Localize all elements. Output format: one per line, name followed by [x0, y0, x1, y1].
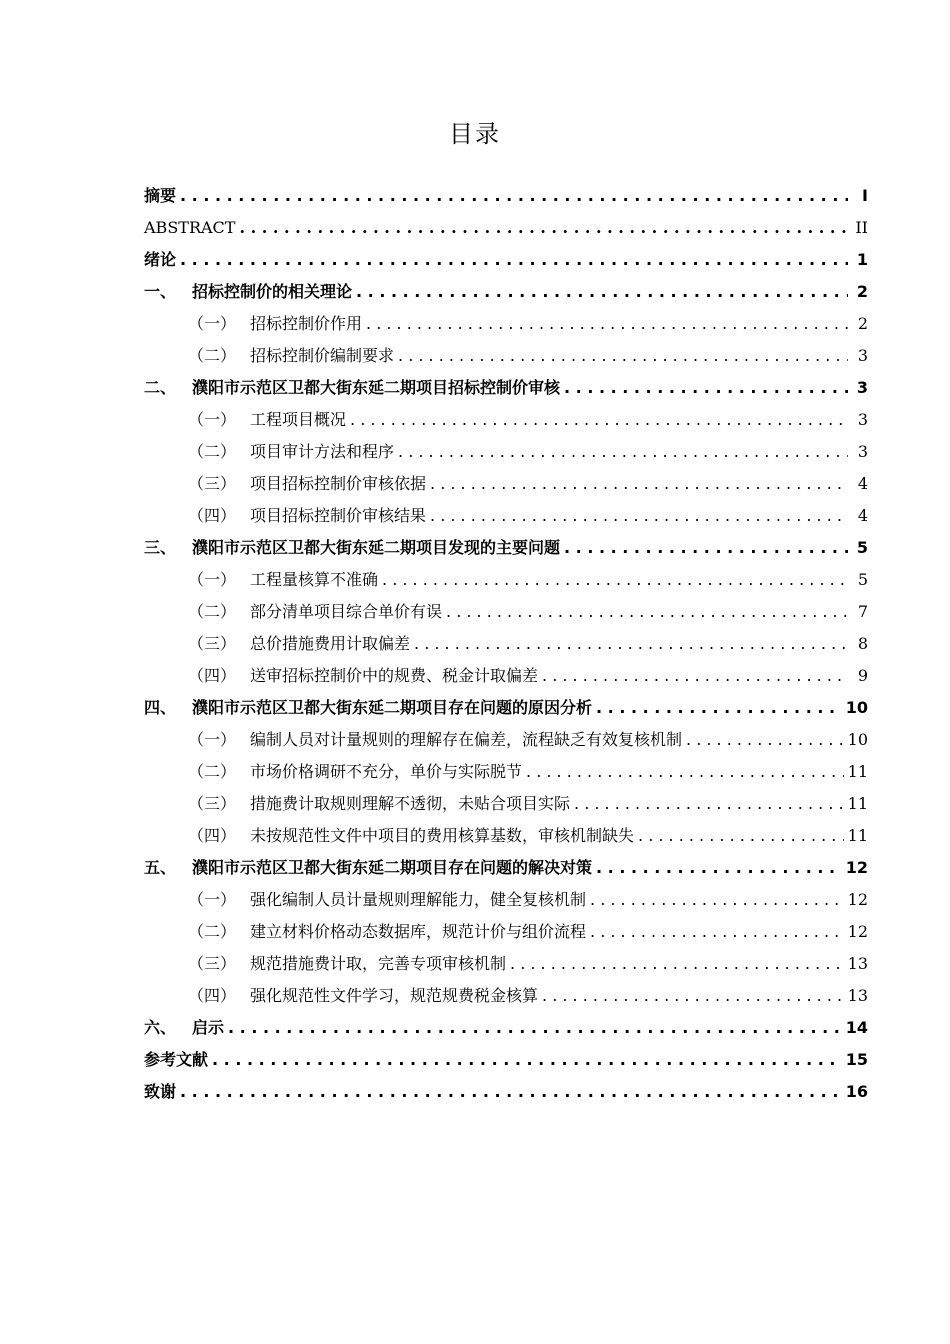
toc-entry-page: 5 [857, 570, 868, 589]
dot-leader [382, 564, 848, 596]
toc-entry-section-5-2[interactable] [144, 916, 868, 948]
toc-entry-acknowledgements[interactable] [144, 1076, 868, 1108]
toc-entry-number: 五、 [144, 858, 177, 877]
toc-entry-page: 2 [856, 282, 868, 301]
toc-entry-number: 一、 [144, 282, 177, 301]
toc-entry-chapter-6[interactable] [144, 1012, 868, 1044]
toc-entry-section-4-3[interactable] [144, 788, 868, 820]
toc-entry-number: （二） [188, 602, 237, 621]
dot-leader [356, 276, 848, 308]
toc-entry-number: （一） [188, 314, 237, 333]
toc-entry-page: 3 [857, 346, 868, 365]
dot-leader [366, 308, 848, 340]
dot-leader [596, 692, 842, 724]
toc-entry-text: 工程量核算不准确 [250, 570, 379, 589]
toc-entry-text: 未按规范性文件中项目的费用核算基数，审核机制缺失 [250, 826, 635, 845]
toc-entry-page: 13 [847, 954, 868, 973]
toc-entry-text: 建立材料价格动态数据库，规范计价与组价流程 [250, 922, 587, 941]
toc-entry-page: 2 [857, 314, 868, 333]
dot-leader [180, 244, 848, 276]
toc-entry-number: （三） [188, 634, 237, 653]
toc-entry-text: ABSTRACT [144, 218, 236, 237]
dot-leader [686, 724, 844, 756]
toc-entry-page: 10 [847, 730, 868, 749]
toc-entry-text: 部分清单项目综合单价有误 [250, 602, 443, 621]
toc-entry-text: 摘要 [144, 186, 177, 205]
toc-entry-section-5-1[interactable] [144, 884, 868, 916]
toc-entry-page: 4 [857, 506, 868, 525]
dot-leader [542, 660, 848, 692]
toc-entry-number: 四、 [144, 698, 177, 717]
toc-entry-number: （四） [188, 826, 237, 845]
dot-leader [398, 340, 848, 372]
toc-entry-page: 11 [847, 826, 868, 845]
toc-entry-text: 招标控制价编制要求 [250, 346, 395, 365]
toc-entry-page: 1 [856, 250, 868, 269]
dot-leader [180, 1076, 842, 1108]
toc-entry-page: 7 [857, 602, 868, 621]
toc-entry-text: 强化编制人员计量规则理解能力，健全复核机制 [250, 890, 587, 909]
toc-entry-number: 三、 [144, 538, 177, 557]
toc-entry-number: （三） [188, 794, 237, 813]
toc-entry-section-4-1[interactable] [144, 724, 868, 756]
toc-entry-page: 11 [847, 794, 868, 813]
toc-entry-text: 濮阳市示范区卫都大街东延二期项目存在问题的解决对策 [192, 858, 593, 877]
toc-entry-page: 12 [845, 858, 868, 877]
toc-entry-text: 规范措施费计取，完善专项审核机制 [250, 954, 507, 973]
dot-leader [574, 788, 844, 820]
toc-entry-text: 项目招标控制价审核依据 [250, 474, 427, 493]
dot-leader [446, 596, 848, 628]
toc-entry-text: 强化规范性文件学习，规范规费税金核算 [250, 986, 539, 1005]
toc-entry-section-2-1[interactable] [144, 404, 868, 436]
toc-entry-chapter-5[interactable] [144, 852, 868, 884]
toc-entry-page: 13 [847, 986, 868, 1005]
toc-entry-text: 市场价格调研不充分，单价与实际脱节 [250, 762, 523, 781]
toc-entry-abstract-cn[interactable] [144, 180, 868, 212]
toc-entry-text: 启示 [192, 1018, 225, 1037]
toc-entry-chapter-3[interactable] [144, 532, 868, 564]
toc-entry-number: （三） [188, 954, 237, 973]
toc-title: 目录 [449, 120, 501, 148]
toc-entry-page: 3 [857, 410, 868, 429]
toc-entry-page: 8 [857, 634, 868, 653]
toc-entry-section-3-1[interactable] [144, 564, 868, 596]
toc-entry-section-4-4[interactable] [144, 820, 868, 852]
toc-entry-section-2-3[interactable] [144, 468, 868, 500]
toc-entry-page: 16 [845, 1082, 868, 1101]
toc-entry-number: （四） [188, 666, 237, 685]
toc-entry-chapter-1[interactable] [144, 276, 868, 308]
toc-entry-references[interactable] [144, 1044, 868, 1076]
dot-leader [564, 532, 848, 564]
toc-entry-text: 编制人员对计量规则的理解存在偏差，流程缺乏有效复核机制 [250, 730, 683, 749]
toc-entry-number: （四） [188, 986, 237, 1005]
toc-entry-number: （一） [188, 890, 237, 909]
toc-entry-number: （一） [188, 730, 237, 749]
toc-entry-page: 4 [857, 474, 868, 493]
toc-entry-text: 总价措施费用计取偏差 [250, 634, 411, 653]
toc-entry-page: 3 [857, 442, 868, 461]
toc-entry-chapter-2[interactable] [144, 372, 868, 404]
toc-entry-number: （三） [188, 474, 237, 493]
toc-entry-chapter-4[interactable] [144, 692, 868, 724]
toc-entry-page: 12 [847, 922, 868, 941]
toc-entry-text: 送审招标控制价中的规费、税金计取偏差 [250, 666, 539, 685]
toc-entry-number: （二） [188, 762, 237, 781]
toc-entry-section-1-1[interactable] [144, 308, 868, 340]
toc-entry-number: （二） [188, 346, 237, 365]
dot-leader [596, 852, 842, 884]
toc-entry-page: 14 [845, 1018, 868, 1037]
dot-leader [180, 180, 848, 212]
toc-entry-abstract-en[interactable] [144, 212, 868, 244]
toc-entry-section-5-4[interactable] [144, 980, 868, 1012]
dot-leader [526, 756, 844, 788]
toc-entry-number: （二） [188, 922, 237, 941]
toc-entry-text: 濮阳市示范区卫都大街东延二期项目发现的主要问题 [192, 538, 561, 557]
dot-leader [228, 1012, 842, 1044]
toc-entry-section-2-2[interactable] [144, 436, 868, 468]
toc-entry-page: 15 [845, 1050, 868, 1069]
toc-entry-text: 项目审计方法和程序 [250, 442, 395, 461]
dot-leader [398, 436, 848, 468]
toc-entry-section-3-2[interactable] [144, 596, 868, 628]
toc-entry-section-4-2[interactable] [144, 756, 868, 788]
toc-entry-section-3-3[interactable] [144, 628, 868, 660]
toc-entry-page: 9 [857, 666, 868, 685]
dot-leader [590, 884, 844, 916]
toc-entry-text: 参考文献 [144, 1050, 209, 1069]
toc-entry-number: （四） [188, 506, 237, 525]
toc-entry-text: 濮阳市示范区卫都大街东延二期项目存在问题的原因分析 [192, 698, 593, 717]
toc-entry-text: 濮阳市示范区卫都大街东延二期项目招标控制价审核 [192, 378, 561, 397]
toc-entry-page: 11 [847, 762, 868, 781]
dot-leader [212, 1044, 842, 1076]
toc-entry-number: 二、 [144, 378, 177, 397]
dot-leader [510, 948, 844, 980]
toc-entry-number: （一） [188, 570, 237, 589]
dot-leader [590, 916, 844, 948]
toc-entry-text: 绪论 [144, 250, 177, 269]
toc-entry-section-1-2[interactable] [144, 340, 868, 372]
dot-leader [414, 628, 848, 660]
toc-entry-introduction[interactable] [144, 244, 868, 276]
toc-entry-text: 项目招标控制价审核结果 [250, 506, 427, 525]
dot-leader [239, 212, 848, 244]
toc-entry-text: 招标控制价的相关理论 [192, 282, 353, 301]
toc-entry-page: 12 [847, 890, 868, 909]
toc-entry-number: （二） [188, 442, 237, 461]
dot-leader [430, 500, 848, 532]
dot-leader [638, 820, 844, 852]
toc-entry-page: II [855, 218, 868, 237]
toc-entry-page: 5 [856, 538, 868, 557]
dot-leader [350, 404, 848, 436]
toc-entry-section-3-4[interactable] [144, 660, 868, 692]
toc-entry-text: 致谢 [144, 1082, 177, 1101]
toc-entry-section-2-4[interactable] [144, 500, 868, 532]
table-of-contents [144, 180, 868, 1108]
toc-entry-page: I [862, 186, 868, 205]
toc-entry-text: 措施费计取规则理解不透彻，未贴合项目实际 [250, 794, 571, 813]
toc-entry-section-5-3[interactable] [144, 948, 868, 980]
toc-entry-page: 3 [856, 378, 868, 397]
dot-leader [564, 372, 848, 404]
dot-leader [430, 468, 848, 500]
dot-leader [542, 980, 844, 1012]
toc-entry-text: 招标控制价作用 [250, 314, 363, 333]
toc-entry-page: 10 [845, 698, 868, 717]
toc-entry-number: 六、 [144, 1018, 177, 1037]
toc-entry-text: 工程项目概况 [250, 410, 347, 429]
toc-entry-number: （一） [188, 410, 237, 429]
